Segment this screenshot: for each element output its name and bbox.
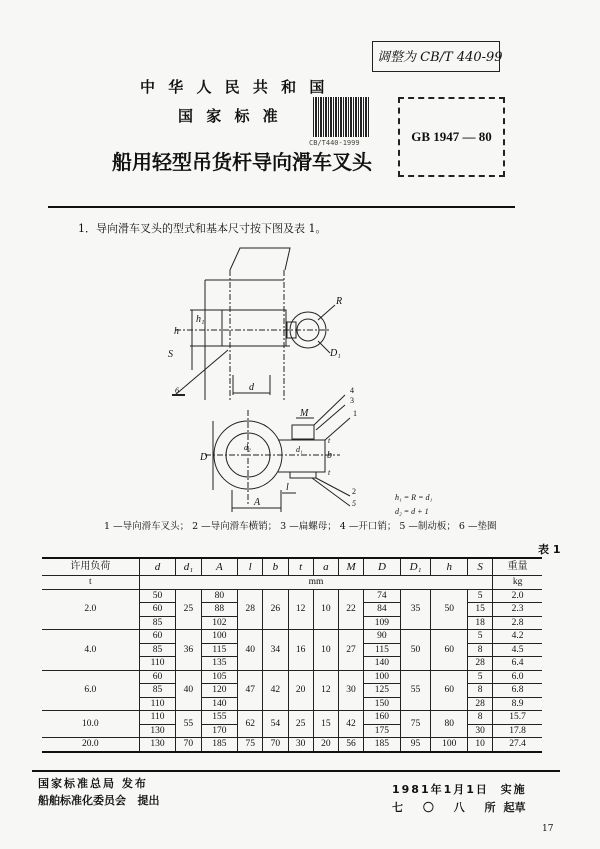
label-5: 5 [352, 499, 356, 508]
cell-A: 185 [201, 738, 238, 752]
column-header: A [201, 558, 238, 576]
page-number: 17 [542, 824, 554, 834]
label-t-bottom: t [328, 468, 331, 477]
label-2: 2 [352, 487, 356, 496]
cell-d: 110 [139, 657, 176, 671]
cell-A: 105 [201, 670, 238, 684]
cell-weight: 6.8 [493, 684, 542, 698]
cell-D: 90 [364, 630, 401, 644]
cell-weight: 15.7 [493, 711, 542, 725]
unit-weight: kg [493, 576, 542, 590]
cell-D: 175 [364, 724, 401, 738]
label-S: S [168, 349, 173, 360]
cell-d: 50 [139, 589, 176, 603]
cell-A: 80 [201, 589, 238, 603]
label-t-top: t [328, 436, 331, 445]
cell-D1: 50 [400, 630, 431, 671]
cell-h: 60 [431, 630, 468, 671]
cell-A: 155 [201, 711, 238, 725]
cell-D1: 75 [400, 711, 431, 738]
cell-D: 140 [364, 657, 401, 671]
cell-A: 140 [201, 697, 238, 711]
proposer-name: 船舶标准化委员会 [38, 794, 126, 807]
cell-d1: 55 [176, 711, 201, 738]
publisher-action: 发布 [121, 777, 148, 790]
cell-load: 6.0 [42, 670, 139, 711]
cell-a: 15 [313, 711, 338, 738]
label-6: 6 [175, 386, 179, 395]
cell-d: 60 [139, 630, 176, 644]
label-d: d [249, 382, 254, 393]
formula-h1: h₁ = R = d₁ [395, 493, 433, 502]
cell-S: 5 [467, 589, 492, 603]
cell-h: 80 [431, 711, 468, 738]
column-header: d₁ [176, 558, 201, 576]
cell-h: 60 [431, 670, 468, 711]
table-units-row [42, 576, 542, 590]
cell-A: 88 [201, 603, 238, 617]
label-M: M [300, 408, 309, 419]
top-view [168, 248, 342, 400]
cell-d: 130 [139, 724, 176, 738]
date-value: 1981年1月1日 [392, 783, 489, 796]
label-D: D [200, 452, 208, 463]
table-title: 表 1 [538, 543, 561, 556]
cell-A: 115 [201, 643, 238, 657]
revision-stamp: 调整为 CB/T 440-99 [372, 41, 500, 72]
cell-weight: 2.8 [493, 616, 542, 630]
column-header: 许用负荷 [42, 558, 139, 576]
cell-d: 110 [139, 711, 176, 725]
cell-D: 100 [364, 670, 401, 684]
footer-divider [32, 770, 560, 772]
cell-M: 42 [338, 711, 363, 738]
front-view [199, 386, 357, 512]
figure-caption: 1 —导向滑车叉头； 2 —导向滑车横销； 3 —扁螺母； 4 —开口销； 5 —制动板； 6 —垫圈 [104, 521, 497, 532]
cell-b: 54 [263, 711, 288, 738]
cell-S: 28 [467, 657, 492, 671]
cell-S: 8 [467, 684, 492, 698]
cell-S: 8 [467, 643, 492, 657]
cell-l: 62 [238, 711, 263, 738]
cell-b: 34 [263, 630, 288, 671]
label-4: 4 [350, 386, 354, 395]
cell-weight: 2.0 [493, 589, 542, 603]
column-header: t [288, 558, 313, 576]
label-A: A [254, 497, 261, 508]
label-3: 3 [350, 396, 354, 405]
cell-D1: 95 [400, 738, 431, 752]
formula-d2: d₂ = d + 1 [395, 507, 429, 516]
publisher [38, 775, 148, 791]
proposer-action: 提出 [137, 794, 160, 807]
table-row [42, 589, 542, 603]
cell-S: 5 [467, 670, 492, 684]
cell-h: 50 [431, 589, 468, 630]
cell-S: 8 [467, 711, 492, 725]
label-d2: d₂ [244, 443, 251, 452]
label-R: R [336, 296, 343, 307]
cell-d: 85 [139, 616, 176, 630]
cell-weight: 4.5 [493, 643, 542, 657]
cell-b: 26 [263, 589, 288, 630]
column-header: d [139, 558, 176, 576]
column-header: h [431, 558, 468, 576]
cell-l: 75 [238, 738, 263, 752]
cell-d: 60 [139, 670, 176, 684]
drafter-name: 七 〇 八 所 [392, 801, 504, 814]
cell-d: 110 [139, 697, 176, 711]
cell-t: 16 [288, 630, 313, 671]
table-row [42, 630, 542, 644]
drafter-action: 起草 [503, 801, 526, 814]
cell-d1: 25 [176, 589, 201, 630]
drafter [392, 799, 526, 815]
cell-a: 10 [313, 630, 338, 671]
cell-A: 120 [201, 684, 238, 698]
cell-d1: 40 [176, 670, 201, 711]
cell-d: 85 [139, 643, 176, 657]
cell-D: 109 [364, 616, 401, 630]
country-name: 中 华 人 民 共 和 国 [140, 78, 329, 96]
cell-d: 130 [139, 738, 176, 752]
cell-weight: 8.9 [493, 697, 542, 711]
cell-weight: 17.8 [493, 724, 542, 738]
cell-t: 20 [288, 670, 313, 711]
label-h1: h₁ [196, 314, 205, 325]
cell-D: 185 [364, 738, 401, 752]
cell-D1: 55 [400, 670, 431, 711]
cell-load: 10.0 [42, 711, 139, 738]
table-row [42, 738, 542, 752]
cell-weight: 6.4 [493, 657, 542, 671]
standard-type: 国 家 标 准 [178, 107, 282, 125]
cell-load: 4.0 [42, 630, 139, 671]
dimensions-table [42, 557, 542, 753]
column-header: 重量 [493, 558, 542, 576]
label-h: h [174, 326, 179, 337]
cell-l: 28 [238, 589, 263, 630]
unit-load: t [42, 576, 139, 590]
cell-D: 115 [364, 643, 401, 657]
table-header-row [42, 558, 542, 576]
column-header: b [263, 558, 288, 576]
date-action: 实施 [500, 783, 527, 796]
column-header: D₁ [400, 558, 431, 576]
table-row [42, 711, 542, 725]
cell-D: 150 [364, 697, 401, 711]
cell-A: 100 [201, 630, 238, 644]
cell-D: 160 [364, 711, 401, 725]
unit-mm: mm [139, 576, 492, 590]
cell-weight: 6.0 [493, 670, 542, 684]
cell-A: 170 [201, 724, 238, 738]
document-title: 船用轻型吊货杆导向滑车叉头 [112, 150, 372, 174]
intro-text: 1．导向滑车叉头的型式和基本尺寸按下图及表 1。 [78, 222, 327, 235]
cell-D1: 35 [400, 589, 431, 630]
publisher-name: 国家标准总局 [38, 777, 116, 790]
cell-M: 56 [338, 738, 363, 752]
table-row [42, 670, 542, 684]
cell-d: 60 [139, 603, 176, 617]
cell-A: 102 [201, 616, 238, 630]
column-header: a [313, 558, 338, 576]
barcode-text: CB/T440-1999 [309, 139, 360, 147]
column-header: l [238, 558, 263, 576]
label-b: b [327, 450, 332, 461]
cell-S: 18 [467, 616, 492, 630]
cell-weight: 27.4 [493, 738, 542, 752]
cell-b: 70 [263, 738, 288, 752]
proposer [38, 792, 160, 808]
cell-D: 84 [364, 603, 401, 617]
cell-D: 74 [364, 589, 401, 603]
cell-S: 5 [467, 630, 492, 644]
column-header: D [364, 558, 401, 576]
column-header: M [338, 558, 363, 576]
cell-weight: 4.2 [493, 630, 542, 644]
cell-l: 47 [238, 670, 263, 711]
cell-S: 30 [467, 724, 492, 738]
label-1: 1 [353, 409, 357, 418]
cell-d: 85 [139, 684, 176, 698]
label-D1: D₁ [330, 348, 341, 359]
cell-a: 20 [313, 738, 338, 752]
label-d1: d₁ [296, 445, 303, 454]
cell-S: 28 [467, 697, 492, 711]
cell-a: 10 [313, 589, 338, 630]
cell-S: 15 [467, 603, 492, 617]
cell-d1: 70 [176, 738, 201, 752]
cell-M: 27 [338, 630, 363, 671]
cell-h: 100 [431, 738, 468, 752]
cell-l: 40 [238, 630, 263, 671]
cell-D: 125 [364, 684, 401, 698]
cell-t: 12 [288, 589, 313, 630]
cell-A: 135 [201, 657, 238, 671]
effective-date [392, 781, 527, 797]
cell-b: 42 [263, 670, 288, 711]
cell-M: 30 [338, 670, 363, 711]
label-l: l [286, 482, 289, 493]
cell-t: 30 [288, 738, 313, 752]
cell-weight: 2.3 [493, 603, 542, 617]
cell-M: 22 [338, 589, 363, 630]
cell-d1: 36 [176, 630, 201, 671]
cell-load: 20.0 [42, 738, 139, 752]
cell-load: 2.0 [42, 589, 139, 630]
column-header: S [467, 558, 492, 576]
cell-S: 10 [467, 738, 492, 752]
cell-t: 25 [288, 711, 313, 738]
standard-number: GB 1947 — 80 [411, 129, 492, 144]
cell-a: 12 [313, 670, 338, 711]
